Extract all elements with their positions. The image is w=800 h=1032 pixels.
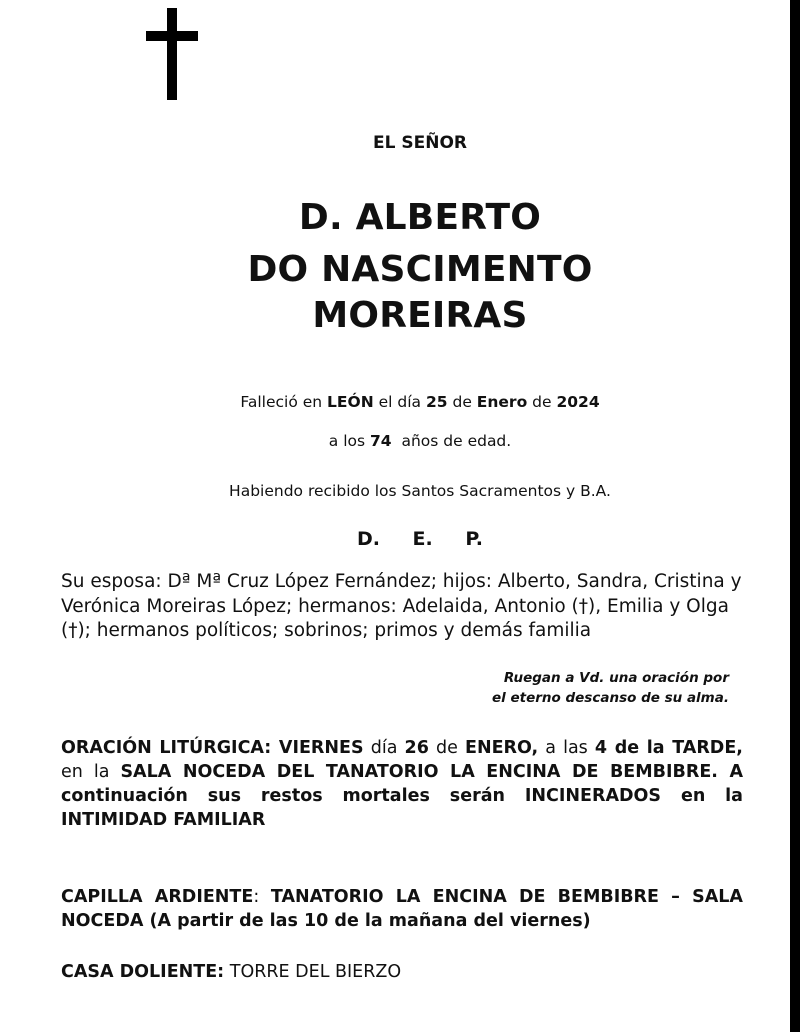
- death-prefix: Falleció en: [240, 393, 323, 411]
- family-text: Su esposa: Dª Mª Cruz López Fernández; hijos: Alberto, Sandra, Cristina y Verónica Moreiras López; hermanos: Adelaida, Antonio (†), Emilia y Olga (†); hermanos políticos; sobrinos; primos y demás familia: [61, 571, 742, 641]
- death-month: Enero: [476, 393, 528, 411]
- ceremony-month: ENERO,: [464, 738, 539, 758]
- chapel-info: [61, 885, 743, 933]
- mourning-house-text: TORRE DEL BIERZO: [229, 962, 402, 982]
- mourning-house-info: [61, 960, 743, 984]
- death-of1: de: [452, 393, 472, 411]
- prayer-request: [369, 668, 729, 708]
- prayer-line2: el eterno descanso de su alma.: [492, 690, 729, 706]
- mourning-house-label: CASA DOLIENTE:: [61, 962, 225, 982]
- prayer-line1: Ruegan a Vd. una oración por: [503, 670, 729, 686]
- title-senor: EL SEÑOR: [373, 133, 467, 153]
- age-suffix: años de edad.: [401, 432, 512, 450]
- age-info: [0, 432, 800, 450]
- ceremony-t1: día: [370, 738, 398, 758]
- dep-text: D. E. P.: [356, 528, 484, 550]
- ceremony-time: 4 de la TARDE,: [594, 738, 743, 758]
- age-prefix: a los: [328, 432, 366, 450]
- ceremony-t3: a las: [545, 738, 588, 758]
- sacraments-text: Habiendo recibido los Santos Sacramentos y B.A.: [229, 482, 611, 500]
- ceremony-place: SALA NOCEDA DEL TANATORIO LA ENCINA DE BEMBIBRE. A continuación sus restos mortales serán INCINERADOS en la INTIMIDAD FAMILIAR: [61, 762, 743, 830]
- death-of2: de: [532, 393, 552, 411]
- ceremony-label: ORACIÓN LITÚRGICA: VIERNES: [61, 738, 364, 758]
- death-day: 25: [425, 393, 448, 411]
- ceremony-t2: de: [436, 738, 458, 758]
- deceased-name-line1: D. ALBERTO: [298, 197, 542, 238]
- ceremony-day: 26: [404, 738, 429, 758]
- death-year: 2024: [556, 393, 600, 411]
- chapel-label: CAPILLA ARDIENTE: [61, 887, 254, 907]
- chapel-sep: :: [253, 887, 260, 907]
- cross-icon: [146, 8, 198, 100]
- death-day-label: el día: [378, 393, 422, 411]
- death-info: [0, 393, 800, 411]
- ceremony-t4: en la: [61, 762, 110, 782]
- age-value: 74: [370, 432, 392, 450]
- chapel-text: TANATORIO LA ENCINA DE BEMBIBRE – SALA NOCEDA (A partir de las 10 de la mañana del viernes): [61, 887, 743, 931]
- deceased-name-line3: MOREIRAS: [312, 295, 528, 336]
- deceased-name-line2: DO NASCIMENTO: [247, 249, 593, 290]
- death-place: LEÓN: [327, 393, 374, 411]
- ceremony-info: [61, 736, 743, 832]
